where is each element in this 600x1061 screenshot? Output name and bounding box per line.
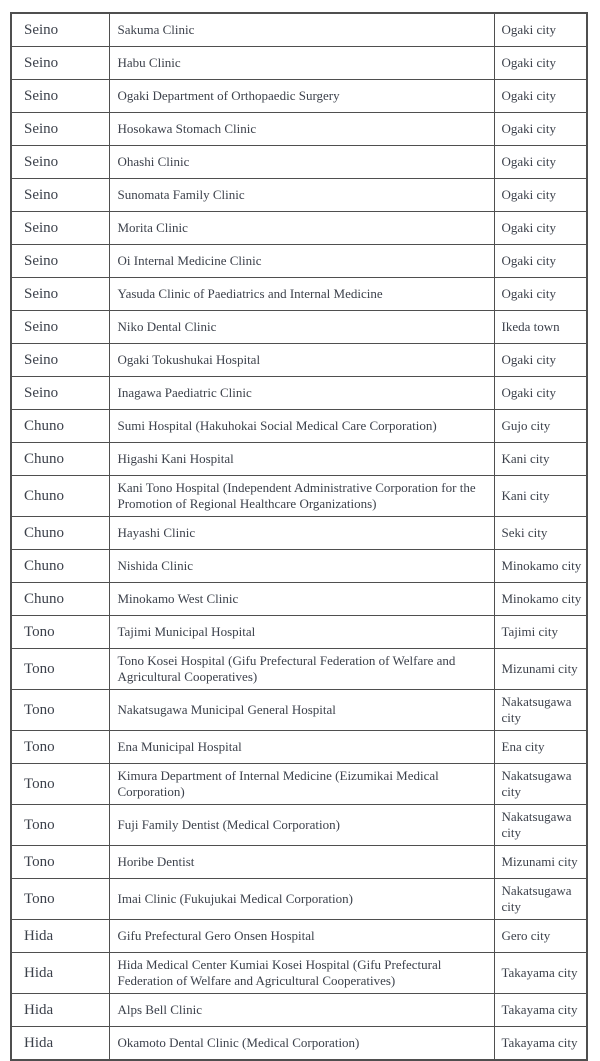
facility-cell: Niko Dental Clinic xyxy=(109,311,494,344)
city-cell: Takayama city xyxy=(494,994,587,1027)
region-cell: Seino xyxy=(11,344,109,377)
region-cell: Seino xyxy=(11,245,109,278)
facility-cell: Nishida Clinic xyxy=(109,550,494,583)
table-row xyxy=(11,212,587,245)
region-cell: Seino xyxy=(11,113,109,146)
facility-cell: Ogaki Tokushukai Hospital xyxy=(109,344,494,377)
facility-cell: Higashi Kani Hospital xyxy=(109,443,494,476)
table-row xyxy=(11,690,587,731)
region-cell: Chuno xyxy=(11,550,109,583)
city-cell: Minokamo city xyxy=(494,583,587,616)
table-row xyxy=(11,179,587,212)
facility-cell: Hayashi Clinic xyxy=(109,517,494,550)
table-row xyxy=(11,846,587,879)
facility-cell: Tono Kosei Hospital (Gifu Prefectural Federation of Welfare and Agricultural Cooperatives) xyxy=(109,649,494,690)
facility-cell: Sunomata Family Clinic xyxy=(109,179,494,212)
city-cell: Ogaki city xyxy=(494,179,587,212)
facility-cell: Sumi Hospital (Hakuhokai Social Medical Care Corporation) xyxy=(109,410,494,443)
table-row xyxy=(11,649,587,690)
region-cell: Seino xyxy=(11,212,109,245)
city-cell: Gujo city xyxy=(494,410,587,443)
city-cell: Nakatsugawa city xyxy=(494,690,587,731)
table-row xyxy=(11,764,587,805)
facility-cell: Ohashi Clinic xyxy=(109,146,494,179)
facility-cell: Habu Clinic xyxy=(109,47,494,80)
table-row xyxy=(11,517,587,550)
table-row xyxy=(11,13,587,47)
region-cell: Chuno xyxy=(11,410,109,443)
city-cell: Ogaki city xyxy=(494,278,587,311)
table-row xyxy=(11,47,587,80)
facility-cell: Ena Municipal Hospital xyxy=(109,731,494,764)
table-row xyxy=(11,344,587,377)
city-cell: Mizunami city xyxy=(494,649,587,690)
region-cell: Seino xyxy=(11,13,109,47)
city-cell: Nakatsugawa city xyxy=(494,805,587,846)
medical-facility-table xyxy=(10,12,588,1061)
region-cell: Tono xyxy=(11,616,109,649)
facility-cell: Nakatsugawa Municipal General Hospital xyxy=(109,690,494,731)
city-cell: Nakatsugawa city xyxy=(494,879,587,920)
region-cell: Tono xyxy=(11,649,109,690)
facility-cell: Hosokawa Stomach Clinic xyxy=(109,113,494,146)
city-cell: Tajimi city xyxy=(494,616,587,649)
city-cell: Seki city xyxy=(494,517,587,550)
facility-cell: Yasuda Clinic of Paediatrics and Internal Medicine xyxy=(109,278,494,311)
facility-cell: Tajimi Municipal Hospital xyxy=(109,616,494,649)
region-cell: Chuno xyxy=(11,517,109,550)
facility-cell: Inagawa Paediatric Clinic xyxy=(109,377,494,410)
table-row xyxy=(11,476,587,517)
city-cell: Ogaki city xyxy=(494,113,587,146)
region-cell: Seino xyxy=(11,377,109,410)
table-row xyxy=(11,311,587,344)
facility-cell: Sakuma Clinic xyxy=(109,13,494,47)
region-cell: Tono xyxy=(11,846,109,879)
table-row xyxy=(11,410,587,443)
table-body xyxy=(11,13,587,1060)
region-cell: Tono xyxy=(11,879,109,920)
region-cell: Hida xyxy=(11,953,109,994)
facility-cell: Kani Tono Hospital (Independent Administrative Corporation for the Promotion of Regional Healthcare Organizations) xyxy=(109,476,494,517)
facility-cell: Alps Bell Clinic xyxy=(109,994,494,1027)
region-cell: Seino xyxy=(11,278,109,311)
region-cell: Chuno xyxy=(11,583,109,616)
table-row xyxy=(11,994,587,1027)
region-cell: Chuno xyxy=(11,476,109,517)
region-cell: Seino xyxy=(11,311,109,344)
region-cell: Tono xyxy=(11,805,109,846)
city-cell: Ena city xyxy=(494,731,587,764)
table-row xyxy=(11,731,587,764)
region-cell: Tono xyxy=(11,690,109,731)
facility-cell: Okamoto Dental Clinic (Medical Corporation) xyxy=(109,1027,494,1061)
table-row xyxy=(11,920,587,953)
region-cell: Tono xyxy=(11,764,109,805)
city-cell: Ogaki city xyxy=(494,344,587,377)
city-cell: Takayama city xyxy=(494,1027,587,1061)
city-cell: Nakatsugawa city xyxy=(494,764,587,805)
table-row xyxy=(11,146,587,179)
table-row xyxy=(11,245,587,278)
region-cell: Tono xyxy=(11,731,109,764)
table-row xyxy=(11,616,587,649)
table-row xyxy=(11,953,587,994)
table-row xyxy=(11,278,587,311)
city-cell: Ogaki city xyxy=(494,146,587,179)
city-cell: Ogaki city xyxy=(494,377,587,410)
city-cell: Takayama city xyxy=(494,953,587,994)
region-cell: Hida xyxy=(11,920,109,953)
table-row xyxy=(11,550,587,583)
facility-cell: Oi Internal Medicine Clinic xyxy=(109,245,494,278)
city-cell: Kani city xyxy=(494,476,587,517)
facility-cell: Horibe Dentist xyxy=(109,846,494,879)
table-row xyxy=(11,377,587,410)
city-cell: Mizunami city xyxy=(494,846,587,879)
facility-cell: Imai Clinic (Fukujukai Medical Corporation) xyxy=(109,879,494,920)
city-cell: Ogaki city xyxy=(494,47,587,80)
region-cell: Seino xyxy=(11,146,109,179)
city-cell: Gero city xyxy=(494,920,587,953)
city-cell: Ogaki city xyxy=(494,212,587,245)
region-cell: Seino xyxy=(11,47,109,80)
region-cell: Seino xyxy=(11,179,109,212)
region-cell: Hida xyxy=(11,994,109,1027)
city-cell: Ogaki city xyxy=(494,80,587,113)
table-row xyxy=(11,805,587,846)
table-row xyxy=(11,583,587,616)
table-row xyxy=(11,80,587,113)
table-row xyxy=(11,1027,587,1061)
table-row xyxy=(11,443,587,476)
city-cell: Ogaki city xyxy=(494,13,587,47)
facility-cell: Minokamo West Clinic xyxy=(109,583,494,616)
region-cell: Seino xyxy=(11,80,109,113)
city-cell: Minokamo city xyxy=(494,550,587,583)
city-cell: Kani city xyxy=(494,443,587,476)
facility-cell: Ogaki Department of Orthopaedic Surgery xyxy=(109,80,494,113)
region-cell: Hida xyxy=(11,1027,109,1061)
table-row xyxy=(11,879,587,920)
table-row xyxy=(11,113,587,146)
facility-cell: Fuji Family Dentist (Medical Corporation) xyxy=(109,805,494,846)
region-cell: Chuno xyxy=(11,443,109,476)
facility-cell: Morita Clinic xyxy=(109,212,494,245)
city-cell: Ogaki city xyxy=(494,245,587,278)
facility-cell: Kimura Department of Internal Medicine (Eizumikai Medical Corporation) xyxy=(109,764,494,805)
city-cell: Ikeda town xyxy=(494,311,587,344)
facility-cell: Hida Medical Center Kumiai Kosei Hospital (Gifu Prefectural Federation of Welfare and Agricultural Cooperatives) xyxy=(109,953,494,994)
facility-cell: Gifu Prefectural Gero Onsen Hospital xyxy=(109,920,494,953)
